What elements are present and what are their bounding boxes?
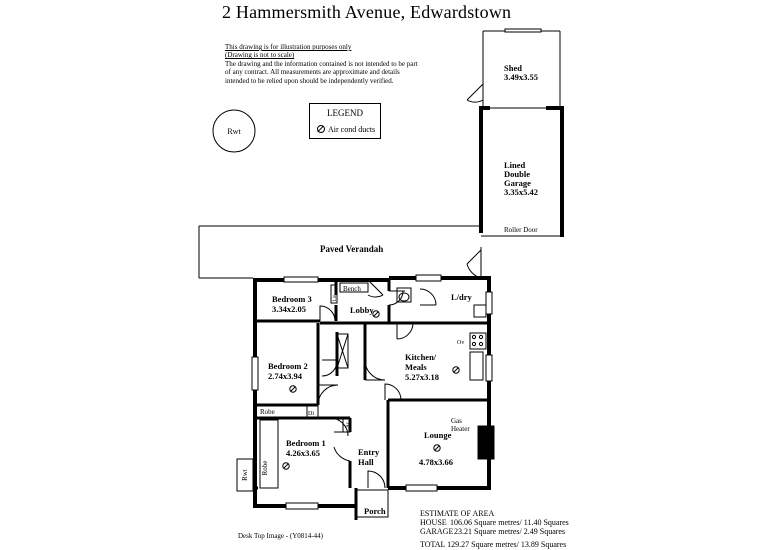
page-title: 2 Hammersmith Avenue, Edwardstown bbox=[222, 2, 512, 22]
dishwasher-label: Di bbox=[308, 411, 314, 417]
area-heading: ESTIMATE OF AREA bbox=[420, 509, 495, 518]
lounge-label: Lounge bbox=[424, 430, 452, 440]
entry-label-2: Hall bbox=[358, 457, 374, 467]
area-house-label: HOUSE bbox=[420, 518, 447, 527]
garage-label-2: Double bbox=[504, 169, 530, 179]
image-credit: Desk Top Image - (Y0814-44) bbox=[238, 532, 323, 540]
garage-label-3: Garage bbox=[504, 178, 531, 188]
bedroom-1-size: 4.26x3.65 bbox=[286, 448, 320, 458]
air-duct-icon bbox=[283, 463, 289, 469]
kitchen-label-2: Meals bbox=[405, 362, 427, 372]
laundry-label: L/dry bbox=[451, 292, 472, 302]
verandah-label: Paved Verandah bbox=[320, 244, 384, 254]
rwt-side-label: Rwt bbox=[241, 469, 249, 481]
area-garage-label: GARAGE bbox=[420, 527, 454, 536]
rwt-top-label: Rwt bbox=[227, 127, 241, 136]
legend-item-label: Air cond ducts bbox=[328, 125, 376, 134]
area-house-row bbox=[420, 518, 569, 527]
air-duct-icon bbox=[434, 445, 440, 451]
garage-size: 3.35x5.42 bbox=[504, 187, 538, 197]
bench-label: Bench bbox=[343, 285, 361, 293]
robe-label: Robe bbox=[260, 408, 275, 416]
garage-label-1: Lined bbox=[504, 160, 526, 170]
lobby-label: Lobby bbox=[350, 305, 374, 315]
air-duct-icon bbox=[453, 367, 459, 373]
disclaimer-line-1: This drawing is for illustration purposes only bbox=[225, 43, 352, 51]
air-duct-icon bbox=[373, 311, 379, 317]
shed-size: 3.49x3.55 bbox=[504, 72, 538, 82]
area-estimate bbox=[420, 509, 569, 536]
linen-label: Lin bbox=[333, 294, 338, 302]
air-duct-icon bbox=[290, 386, 296, 392]
area-total: TOTAL 129.27 Square metres/ 13.89 Squares bbox=[420, 540, 567, 549]
oven-label: Ov bbox=[457, 340, 465, 346]
disclaimer-body: The drawing and the information contained is not intended to be part of any contract. All measurements are approximate and details intended to be relied upon should be independently verified. bbox=[225, 59, 418, 85]
robe-side-label: Robe bbox=[261, 460, 269, 476]
heater-label: Heater bbox=[451, 425, 470, 433]
area-garage-value: 23.21 Square metres/ 2.49 Squares bbox=[454, 527, 566, 536]
lounge-size: 4.78x3.66 bbox=[419, 457, 453, 467]
bedroom-2-size: 2.74x3.94 bbox=[268, 371, 302, 381]
roller-door-label: Roller Door bbox=[504, 226, 538, 234]
kitchen-size: 5.27x3.18 bbox=[405, 372, 439, 382]
area-house-value: 106.06 Square metres/ 11.40 Squares bbox=[450, 518, 569, 527]
bedroom-3-size: 3.34x2.05 bbox=[272, 304, 306, 314]
ac-label: Ac bbox=[346, 422, 351, 428]
disclaimer-line-2: (Drawing is not to scale) bbox=[225, 51, 295, 60]
porch-label: Porch bbox=[364, 506, 386, 516]
bedroom-1-label: Bedroom 1 bbox=[286, 438, 326, 448]
legend-title: LEGEND bbox=[327, 108, 363, 118]
bedroom-3-label: Bedroom 3 bbox=[272, 294, 312, 304]
gas-label: Gas bbox=[451, 417, 462, 425]
bedroom-2-label: Bedroom 2 bbox=[268, 361, 308, 371]
area-garage-row bbox=[420, 527, 566, 536]
entry-label-1: Entry bbox=[358, 447, 380, 457]
kitchen-label-1: Kitchen/ bbox=[405, 352, 437, 362]
shed-label: Shed bbox=[504, 63, 522, 73]
